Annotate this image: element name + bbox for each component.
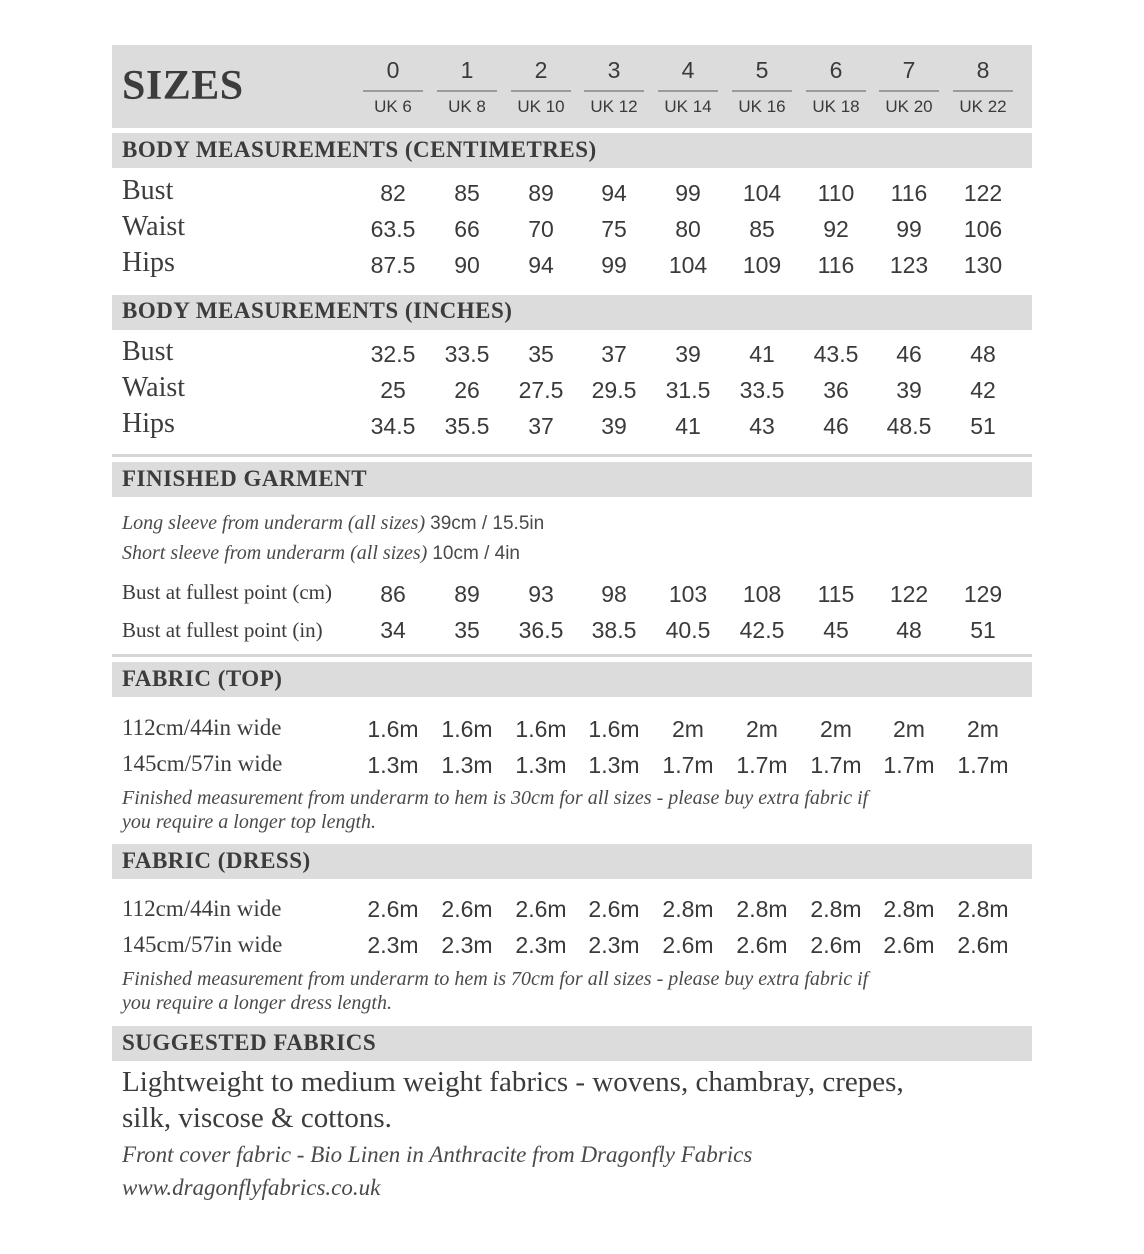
value-cell: 43 [749,413,775,439]
value-cell: 42.5 [739,617,785,643]
value-cell: 36.5 [518,617,564,643]
value-cell: 130 [963,252,1003,278]
value-cell: 1.6m [367,716,419,742]
size-divider-line [437,90,497,92]
value-cell: 40.5 [665,617,711,643]
value-cell: 66 [454,216,480,242]
value-cell: 104 [742,180,782,206]
value-cell: 1.6m [441,716,493,742]
value-cell: 34.5 [370,413,416,439]
value-cell: 1.3m [441,752,493,778]
uk-size: UK 12 [590,97,638,116]
value-cell: 2.6m [810,932,862,958]
divider [112,654,1032,657]
row-label: Bust at fullest point (in) [122,618,323,642]
value-cell: 85 [454,180,480,206]
size-number: 2 [534,57,548,83]
value-cell: 32.5 [370,341,416,367]
row-label: Waist [122,372,186,403]
short-sleeve-value: 10cm / 4in [432,543,520,564]
value-cell: 2.6m [441,896,493,922]
value-cell: 99 [896,216,922,242]
section-title-suggested: SUGGESTED FABRICS [122,1030,377,1055]
uk-size: UK 22 [959,97,1007,116]
uk-size: UK 14 [664,97,712,116]
value-cell: 115 [817,581,855,607]
value-cell: 1.7m [957,752,1009,778]
value-cell: 41 [749,341,775,367]
value-cell: 39 [896,377,922,403]
value-cell: 108 [742,581,782,607]
value-cell: 99 [601,252,627,278]
value-cell: 2m [967,716,999,742]
value-cell: 99 [675,180,701,206]
value-cell: 33.5 [739,377,785,403]
short-sleeve-label: Short sleeve from underarm (all sizes) [122,542,428,564]
value-cell: 2.8m [810,896,862,922]
value-cell: 122 [963,180,1003,206]
size-divider-line [511,90,571,92]
row-label: 145cm/57in wide [122,751,283,776]
row-label: 112cm/44in wide [122,896,282,921]
uk-size: UK 6 [374,97,412,116]
value-cell: 103 [668,581,708,607]
value-cell: 26 [454,377,480,403]
size-number: 4 [681,57,695,83]
row-label: Bust [122,175,174,206]
value-cell: 41 [675,413,701,439]
value-cell: 104 [668,252,708,278]
value-cell: 1.3m [515,752,567,778]
value-cell: 48 [896,617,922,643]
value-cell: 2m [893,716,925,742]
value-cell: 123 [889,252,929,278]
value-cell: 45 [823,617,849,643]
uk-size: UK 16 [738,97,786,116]
value-cell: 43.5 [813,341,859,367]
size-divider-line [363,90,423,92]
value-cell: 87.5 [370,252,416,278]
value-cell: 109 [742,252,782,278]
value-cell: 37 [528,413,554,439]
value-cell: 1.7m [883,752,935,778]
value-cell: 1.6m [515,716,567,742]
size-number: 1 [460,57,474,83]
value-cell: 1.3m [588,752,640,778]
value-cell: 116 [817,252,855,278]
value-cell: 93 [528,581,554,607]
value-cell: 33.5 [444,341,490,367]
value-cell: 39 [601,413,627,439]
size-number: 7 [902,57,916,83]
divider [112,454,1032,457]
page-title: SIZES [122,63,244,109]
uk-size: UK 8 [448,97,486,116]
row-label: 145cm/57in wide [122,932,283,957]
value-cell: 2.3m [588,932,640,958]
value-cell: 2.3m [441,932,493,958]
section-title-body-in: BODY MEASUREMENTS (INCHES) [122,298,513,323]
fabric-dress-note-line-1: Finished measurement from underarm to hem is 70cm for all sizes - please buy extra fabric if [122,968,869,990]
value-cell: 1.7m [810,752,862,778]
size-number: 0 [386,57,400,83]
value-cell: 36 [823,377,849,403]
size-divider-line [584,90,644,92]
long-sleeve-note [122,511,544,536]
value-cell: 2.6m [515,896,567,922]
value-cell: 51 [970,617,996,643]
value-cell: 2m [672,716,704,742]
value-cell: 129 [963,581,1003,607]
value-cell: 2.8m [662,896,714,922]
cover-fabric-note: Front cover fabric - Bio Linen in Anthracite from Dragonfly Fabrics [122,1142,753,1167]
row-label: Waist [122,211,186,242]
value-cell: 92 [823,216,849,242]
value-cell: 2.6m [957,932,1009,958]
value-cell: 110 [817,180,855,206]
value-cell: 35 [528,341,554,367]
row-label: Hips [122,408,175,439]
value-cell: 46 [823,413,849,439]
value-cell: 2.6m [588,896,640,922]
value-cell: 85 [749,216,775,242]
value-cell: 39 [675,341,701,367]
value-cell: 48 [970,341,996,367]
value-cell: 46 [896,341,922,367]
fabric-top-note-line-1: Finished measurement from underarm to hem is 30cm for all sizes - please buy extra fabric if [122,787,869,809]
value-cell: 2.3m [515,932,567,958]
value-cell: 1.7m [662,752,714,778]
value-cell: 82 [380,180,406,206]
value-cell: 90 [454,252,480,278]
website-link[interactable]: www.dragonflyfabrics.co.uk [122,1175,381,1200]
value-cell: 2.6m [662,932,714,958]
value-cell: 98 [601,581,627,607]
value-cell: 89 [528,180,554,206]
value-cell: 37 [601,341,627,367]
value-cell: 51 [970,413,996,439]
row-label: Hips [122,247,175,278]
value-cell: 86 [380,581,406,607]
row-label: 112cm/44in wide [122,715,282,740]
value-cell: 2m [746,716,778,742]
value-cell: 27.5 [518,377,564,403]
value-cell: 2.8m [883,896,935,922]
value-cell: 34 [380,617,406,643]
uk-size: UK 18 [812,97,860,116]
value-cell: 2.8m [736,896,788,922]
row-label: Bust [122,336,174,367]
short-sleeve-note [122,541,520,566]
value-cell: 70 [528,216,554,242]
long-sleeve-value: 39cm / 15.5in [430,513,545,534]
value-cell: 1.6m [588,716,640,742]
size-divider-line [806,90,866,92]
suggested-line-1: Lightweight to medium weight fabrics - wovens, chambray, crepes, [122,1066,904,1098]
suggested-line-2: silk, viscose & cottons. [122,1102,392,1134]
value-cell: 2.6m [883,932,935,958]
fabric-dress-note-line-2: you require a longer dress length. [122,992,392,1014]
value-cell: 122 [889,581,929,607]
size-divider-line [953,90,1013,92]
section-title-body-cm: BODY MEASUREMENTS (CENTIMETRES) [122,137,597,162]
section-title-fabric-top: FABRIC (TOP) [122,666,283,691]
size-number: 3 [607,57,621,83]
size-number: 5 [755,57,769,83]
size-divider-line [658,90,718,92]
section-title-fabric-dress: FABRIC (DRESS) [122,848,311,873]
value-cell: 116 [890,180,928,206]
uk-size: UK 10 [517,97,565,116]
value-cell: 38.5 [591,617,637,643]
size-divider-line [732,90,792,92]
value-cell: 42 [970,377,996,403]
section-title-finished: FINISHED GARMENT [122,466,368,491]
value-cell: 80 [675,216,701,242]
value-cell: 2.6m [367,896,419,922]
value-cell: 2m [820,716,852,742]
long-sleeve-label: Long sleeve from underarm (all sizes) [122,512,426,534]
value-cell: 1.3m [367,752,419,778]
size-number: 6 [829,57,843,83]
value-cell: 2.6m [736,932,788,958]
size-divider-line [879,90,939,92]
value-cell: 94 [528,252,554,278]
value-cell: 2.8m [957,896,1009,922]
value-cell: 89 [454,581,480,607]
fabric-top-note-line-2: you require a longer top length. [122,811,377,833]
value-cell: 29.5 [591,377,637,403]
value-cell: 31.5 [665,377,711,403]
value-cell: 106 [963,216,1003,242]
value-cell: 63.5 [370,216,416,242]
value-cell: 1.7m [736,752,788,778]
value-cell: 94 [601,180,627,206]
uk-size: UK 20 [885,97,933,116]
value-cell: 2.3m [367,932,419,958]
size-number: 8 [976,57,990,83]
value-cell: 75 [601,216,627,242]
value-cell: 25 [380,377,406,403]
value-cell: 48.5 [886,413,932,439]
value-cell: 35 [454,617,480,643]
value-cell: 35.5 [444,413,490,439]
row-label: Bust at fullest point (cm) [122,580,332,604]
